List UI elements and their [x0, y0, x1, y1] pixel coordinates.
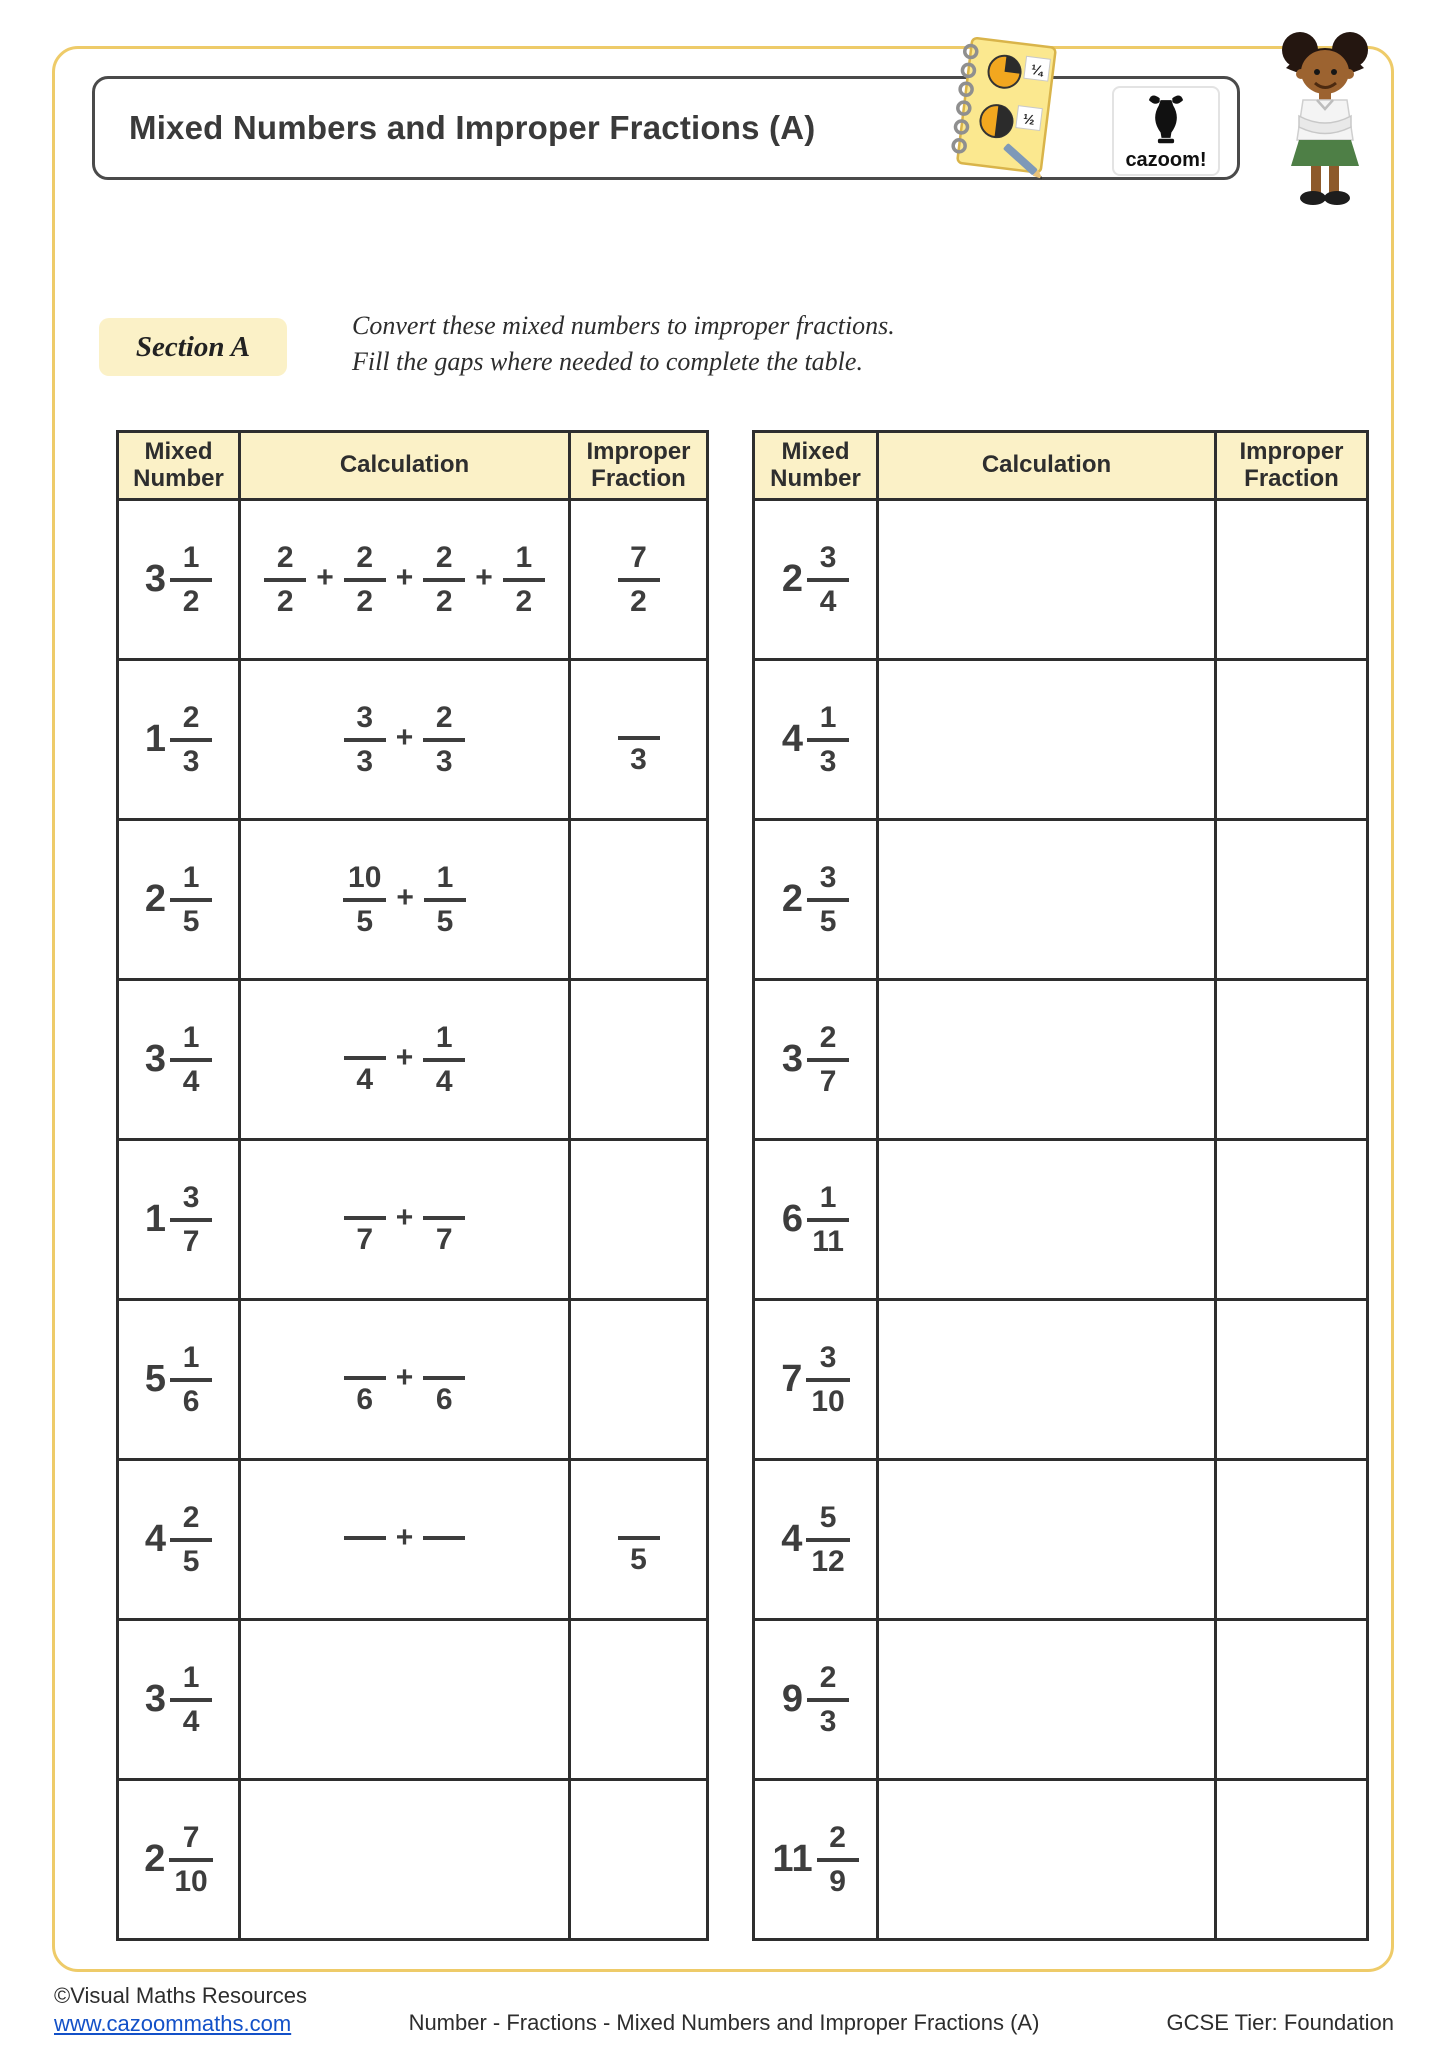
fraction-numerator: 10: [343, 858, 386, 902]
calculation-cell: [878, 1140, 1216, 1300]
whole-number: 3: [781, 1038, 804, 1080]
table-row: [754, 660, 1368, 820]
mixed-number: [145, 858, 212, 942]
footer-left: [54, 1982, 307, 2038]
fraction-denominator: 3: [356, 744, 374, 778]
plus-sign: +: [395, 1200, 414, 1234]
improper-fraction-cell: [1216, 1620, 1368, 1780]
mixed-number-cell: [118, 1140, 240, 1300]
improper-fraction-cell: [570, 980, 708, 1140]
fraction-numerator: 2: [807, 1658, 849, 1702]
fraction-denominator: 2: [630, 584, 647, 618]
column-header-calculation: Calculation: [240, 432, 570, 500]
fraction-denominator: 3: [819, 1704, 837, 1738]
fraction-denominator: 7: [435, 1222, 453, 1256]
fraction: [170, 858, 212, 942]
mixed-number-cell: [754, 1300, 878, 1460]
fraction-numerator: 1: [170, 1018, 212, 1062]
mixed-number: [782, 1178, 849, 1262]
fraction-numerator: 3: [806, 1338, 849, 1382]
fraction: [807, 538, 849, 622]
fraction-denominator: 2: [515, 584, 533, 618]
fraction: [817, 1818, 859, 1902]
fraction: [806, 1498, 849, 1582]
whole-number: 3: [144, 1678, 167, 1720]
table-row: [118, 1140, 708, 1300]
fraction: [423, 1500, 465, 1580]
mixed-number: [145, 1498, 212, 1582]
fraction: [344, 1020, 386, 1100]
fraction: [806, 1338, 849, 1422]
website-link[interactable]: www.cazoommaths.com: [54, 2011, 292, 2036]
fraction-denominator: 6: [182, 1384, 200, 1418]
quarter-label: ¼: [1030, 61, 1044, 79]
fraction-numerator: [423, 1340, 465, 1380]
fraction-denominator: 5: [630, 1542, 647, 1576]
fraction: [170, 698, 212, 782]
improper-fraction-cell: [570, 660, 708, 820]
fraction: [423, 538, 465, 622]
calculation-cell: [240, 1300, 570, 1460]
calculation-cell: [878, 980, 1216, 1140]
fraction-numerator: 1: [424, 858, 466, 902]
plus-sign: +: [475, 560, 493, 594]
instructions-line2: Fill the gaps where needed to complete the table.: [352, 347, 863, 376]
whole-number: 2: [781, 878, 804, 920]
table-row: [118, 820, 708, 980]
footer-right-text: GCSE Tier: Foundation: [1166, 2010, 1394, 2035]
fraction: [807, 698, 849, 782]
fraction: [170, 538, 212, 622]
fraction-denominator: 4: [356, 1062, 374, 1096]
fraction-numerator: 7: [169, 1818, 212, 1862]
table-row: [118, 500, 708, 660]
mixed-number-cell: [118, 1460, 240, 1620]
whole-number: 4: [781, 1518, 803, 1560]
mixed-number: [781, 1498, 850, 1582]
plus-sign: +: [395, 720, 414, 754]
worksheet-table-left: [116, 430, 709, 1941]
fraction: [618, 1500, 660, 1580]
improper-fraction-cell: [1216, 980, 1368, 1140]
fraction: [343, 858, 386, 942]
table-row: [754, 1620, 1368, 1780]
mixed-number: [145, 698, 212, 782]
plus-sign: +: [396, 880, 414, 914]
fraction: [807, 1178, 849, 1262]
whole-number: 5: [144, 1358, 167, 1400]
fraction-denominator: 4: [182, 1704, 200, 1738]
fraction-numerator: 3: [807, 538, 849, 582]
whole-number: 7: [781, 1358, 803, 1400]
mixed-number: [145, 538, 212, 622]
fraction-numerator: 2: [817, 1818, 859, 1862]
fraction-numerator: 2: [170, 1498, 212, 1542]
fraction-numerator: 1: [503, 538, 545, 582]
fraction-numerator: 3: [344, 698, 386, 742]
copyright-text: ©Visual Maths Resources: [54, 1983, 308, 2008]
improper-fraction-cell: [1216, 1140, 1368, 1300]
whole-number: 11: [772, 1838, 813, 1880]
plus-sign: +: [395, 1040, 414, 1074]
mixed-number-cell: [118, 1300, 240, 1460]
cazoom-vase-icon: [1139, 92, 1193, 146]
table-row: [754, 1300, 1368, 1460]
fraction-denominator: 6: [356, 1382, 374, 1416]
column-header-mixed-number: Mixed Number: [754, 432, 878, 500]
half-label: ½: [1022, 110, 1036, 128]
fraction-numerator: 3: [170, 1178, 212, 1222]
fraction: [264, 538, 306, 622]
fraction-denominator: 2: [356, 584, 374, 618]
mixed-number: [781, 1338, 850, 1422]
calculation-cell: [240, 1620, 570, 1780]
fraction-denominator: 7: [356, 1222, 374, 1256]
improper-fraction-cell: [570, 1460, 708, 1620]
fraction: [344, 1500, 386, 1580]
fraction-denominator: 2: [435, 584, 453, 618]
fraction: [807, 1658, 849, 1742]
calculation-cell: [240, 660, 570, 820]
improper-fraction-cell: [570, 1620, 708, 1780]
calculation-cell: [240, 1460, 570, 1620]
fraction-denominator: 5: [182, 1544, 200, 1578]
fraction: [423, 1180, 465, 1260]
fraction-numerator: [423, 1500, 465, 1540]
fraction: [344, 1180, 386, 1260]
cazoom-logo-text: cazoom!: [1125, 149, 1207, 171]
girl-character: [1258, 28, 1396, 210]
mixed-number: [782, 698, 849, 782]
whole-number: 2: [781, 558, 804, 600]
table-header-row: [118, 432, 708, 500]
fraction-numerator: 1: [807, 1178, 849, 1222]
fraction-denominator: 9: [829, 1864, 846, 1898]
fraction: [618, 700, 660, 780]
whole-number: 1: [144, 718, 167, 760]
table-row: [118, 660, 708, 820]
calculation-cell: [240, 1140, 570, 1300]
fraction-denominator: 4: [435, 1064, 453, 1098]
plus-sign: +: [395, 1520, 414, 1554]
worksheet-table-right: [752, 430, 1369, 1941]
table-row: [118, 980, 708, 1140]
column-header-improper-fraction: Improper Fraction: [1216, 432, 1368, 500]
fraction-denominator: 3: [435, 744, 453, 778]
table-row: [754, 980, 1368, 1140]
fraction: [169, 1818, 212, 1902]
mixed-number-cell: [118, 1780, 240, 1940]
fraction: [503, 538, 545, 622]
fraction-numerator: 1: [170, 1338, 212, 1382]
whole-number: 6: [781, 1198, 804, 1240]
table-row: [754, 1780, 1368, 1940]
whole-number: 4: [781, 718, 804, 760]
cazoom-logo: [1112, 86, 1220, 176]
mixed-number-cell: [118, 820, 240, 980]
calculation-cell: [240, 980, 570, 1140]
fraction-numerator: 1: [170, 538, 212, 582]
table-row: [754, 1460, 1368, 1620]
improper-fraction-cell: [1216, 1460, 1368, 1620]
mixed-number-cell: [118, 660, 240, 820]
improper-fraction-cell: [1216, 660, 1368, 820]
table-row: [118, 1780, 708, 1940]
mixed-number-cell: [754, 1780, 878, 1940]
whole-number: 1: [144, 1198, 167, 1240]
improper-fraction-cell: [1216, 1300, 1368, 1460]
fraction-denominator: 7: [819, 1064, 837, 1098]
calculation-cell: [240, 500, 570, 660]
plus-sign: +: [316, 560, 334, 594]
fraction-denominator: 4: [819, 584, 837, 618]
mixed-number-cell: [754, 980, 878, 1140]
fraction: [170, 1018, 212, 1102]
calculation-cell: [240, 1780, 570, 1940]
calculation-cell: [878, 500, 1216, 660]
fraction-numerator: 2: [807, 1018, 849, 1062]
fraction: [424, 858, 466, 942]
fraction: [423, 1018, 465, 1102]
fraction: [344, 1340, 386, 1420]
calculation-cell: [878, 1460, 1216, 1620]
fraction-denominator: 5: [356, 904, 374, 938]
fraction-numerator: 2: [423, 538, 465, 582]
fraction-numerator: 5: [806, 1498, 849, 1542]
fraction-numerator: 1: [170, 1658, 212, 1702]
whole-number: 4: [144, 1518, 167, 1560]
plus-sign: +: [395, 1360, 414, 1394]
calculation-cell: [878, 1780, 1216, 1940]
fraction-denominator: [423, 1540, 465, 1580]
improper-fraction-cell: [570, 1300, 708, 1460]
fraction: [807, 1018, 849, 1102]
mixed-number: [145, 1018, 212, 1102]
fraction-numerator: [618, 700, 660, 740]
table-row: [118, 1300, 708, 1460]
calculation-cell: [240, 820, 570, 980]
fraction-numerator: 3: [807, 858, 849, 902]
mixed-number-cell: [754, 1620, 878, 1780]
page-title: Mixed Numbers and Improper Fractions (A): [129, 109, 816, 146]
fraction-numerator: 1: [807, 698, 849, 742]
calculation-cell: [878, 1300, 1216, 1460]
instructions: [352, 308, 895, 380]
mixed-number-cell: [754, 500, 878, 660]
fraction-denominator: 3: [182, 744, 200, 778]
fraction-numerator: 2: [423, 698, 465, 742]
fraction: [618, 538, 660, 622]
fraction-denominator: 12: [811, 1544, 845, 1578]
mixed-number: [145, 1338, 212, 1422]
fraction-denominator: [344, 1540, 386, 1580]
improper-fraction-cell: [570, 820, 708, 980]
fraction-numerator: [618, 1500, 660, 1540]
fraction-numerator: 1: [423, 1018, 465, 1062]
fraction-denominator: 2: [276, 584, 294, 618]
fraction-denominator: 4: [182, 1064, 200, 1098]
table-row: [754, 500, 1368, 660]
mixed-number-cell: [754, 1460, 878, 1620]
fraction-numerator: [344, 1180, 386, 1220]
fraction-denominator: 3: [630, 742, 647, 776]
calculation-cell: [878, 1620, 1216, 1780]
fraction-numerator: [344, 1340, 386, 1380]
fraction-denominator: 10: [811, 1384, 845, 1418]
notepad-icon: [928, 30, 1080, 188]
fraction-denominator: 2: [182, 584, 200, 618]
mixed-number-cell: [118, 1620, 240, 1780]
whole-number: 3: [144, 558, 167, 600]
mixed-number-cell: [754, 820, 878, 980]
fraction: [423, 698, 465, 782]
fraction: [807, 858, 849, 942]
fraction-numerator: [344, 1020, 386, 1060]
column-header-improper-fraction: Improper Fraction: [570, 432, 708, 500]
improper-fraction-cell: [1216, 500, 1368, 660]
fraction: [170, 1658, 212, 1742]
mixed-number: [144, 1818, 213, 1902]
plus-sign: +: [395, 560, 414, 594]
mixed-number-cell: [754, 660, 878, 820]
fraction-denominator: 11: [812, 1224, 844, 1258]
improper-fraction-cell: [570, 1780, 708, 1940]
table-header-row: [754, 432, 1368, 500]
fraction: [423, 1340, 465, 1420]
fraction: [344, 538, 386, 622]
mixed-number: [782, 1658, 849, 1742]
whole-number: 2: [144, 878, 167, 920]
table-row: [118, 1620, 708, 1780]
fraction: [170, 1498, 212, 1582]
calculation-cell: [878, 820, 1216, 980]
section-label-text: Section A: [135, 330, 251, 363]
column-header-mixed-number: Mixed Number: [118, 432, 240, 500]
mixed-number: [772, 1818, 858, 1902]
fraction-numerator: [423, 1180, 465, 1220]
improper-fraction-cell: [570, 1140, 708, 1300]
improper-fraction-cell: [570, 500, 708, 660]
fraction-numerator: 2: [344, 538, 386, 582]
fraction-numerator: 2: [264, 538, 306, 582]
fraction-denominator: 3: [819, 744, 837, 778]
fraction: [170, 1178, 212, 1262]
mixed-number: [782, 538, 849, 622]
fraction-numerator: 1: [170, 858, 212, 902]
mixed-number-cell: [118, 500, 240, 660]
mixed-number: [782, 858, 849, 942]
whole-number: 3: [144, 1038, 167, 1080]
whole-number: 2: [144, 1838, 166, 1880]
fraction-numerator: [344, 1500, 386, 1540]
improper-fraction-cell: [1216, 1780, 1368, 1940]
whole-number: 9: [781, 1678, 804, 1720]
mixed-number-cell: [118, 980, 240, 1140]
fraction: [170, 1338, 212, 1422]
section-label: [99, 318, 287, 376]
fraction-numerator: 7: [618, 538, 660, 582]
fraction-numerator: 2: [170, 698, 212, 742]
table-row: [754, 820, 1368, 980]
table-row: [118, 1460, 708, 1620]
improper-fraction-cell: [1216, 820, 1368, 980]
fraction-denominator: 7: [182, 1224, 200, 1258]
table-row: [754, 1140, 1368, 1300]
fraction-denominator: 6: [435, 1382, 453, 1416]
fraction-denominator: 10: [174, 1864, 208, 1898]
fraction-denominator: 5: [182, 904, 200, 938]
calculation-cell: [878, 660, 1216, 820]
fraction: [344, 698, 386, 782]
fraction-denominator: 5: [436, 904, 454, 938]
footer-center-text: Number - Fractions - Mixed Numbers and Improper Fractions (A): [408, 2010, 1040, 2035]
fraction-denominator: 5: [819, 904, 837, 938]
mixed-number: [145, 1178, 212, 1262]
mixed-number: [145, 1658, 212, 1742]
mixed-number: [782, 1018, 849, 1102]
mixed-number-cell: [754, 1140, 878, 1300]
column-header-calculation: Calculation: [878, 432, 1216, 500]
instructions-line1: Convert these mixed numbers to improper fractions.: [352, 311, 895, 340]
